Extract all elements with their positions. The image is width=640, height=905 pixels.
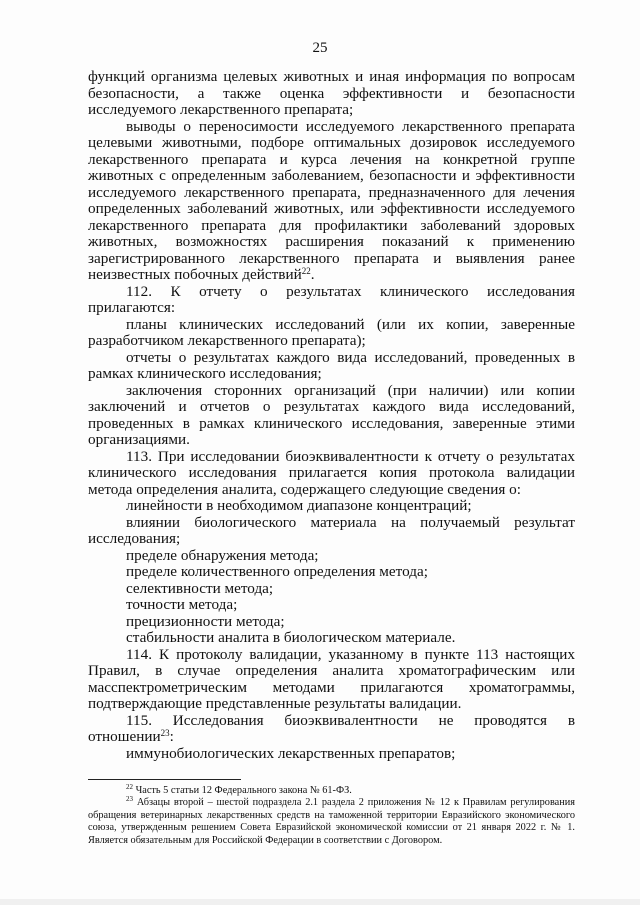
paragraph-conclusions: выводы о переносимости исследуемого лекарственного препарата целевыми животными, подборе оптимальных дозировок исследуемого лекарственного препарата и курса лечения на конкретной группе животных с определенным заболеванием, безопасности и эффективности исследуемого лекарственного препарата, предназначенного для лечения определенных заболеваний животных, или эффективности исследуемого лекарственного препарата для профилактики заболеваний здоровых животных, возможностях расширения показаний к применению зарегистрированного лекарственного препарата и выявления ранее неизвестных побочных действий$^{22}$. xyxy=(88,117,575,283)
clause-114: 114. К протоколу валидации, указанному в пункте 113 настоящих Правил, в случае определения аналита хроматографическим или масспектрометрическим методами прилагаются хроматограммы, подтверждающие представленные результаты валидации. xyxy=(88,645,575,712)
clause-112: 112. К отчету о результатах клинического исследования прилагаются: xyxy=(88,282,575,316)
footnote-22 xyxy=(88,785,575,797)
footnote-number: 22 xyxy=(126,783,133,791)
paragraph-text: 115. Исследования биоэквивалентности не проводятся в отношении xyxy=(88,711,575,745)
list-item: пределе количественного определения метода; xyxy=(126,563,428,580)
list-item: планы клинических исследований (или их копии, заверенные разработчиком лекарственного препарата); xyxy=(88,315,575,349)
footnotes xyxy=(88,785,575,847)
document-body xyxy=(88,69,575,762)
footnote-23 xyxy=(88,797,575,847)
list-item: линейности в необходимом диапазоне концентраций; xyxy=(126,497,472,514)
page-bottom-edge xyxy=(0,899,640,905)
page-number: 25 xyxy=(312,40,328,56)
list-item: заключения сторонних организаций (при наличии) или копии заключений и отчетов о результатах каждого вида исследований, проведенных в рамках клинического исследования, заверенные этими организациями. xyxy=(88,381,575,448)
list-item: отчеты о результатах каждого вида исследований, проведенных в рамках клинического исследования; xyxy=(88,348,575,382)
list-item: селективности метода; xyxy=(126,579,274,597)
list-item: прецизионности метода; xyxy=(126,612,285,630)
footnote-number: 23 xyxy=(126,795,133,804)
clause-113: 113. При исследовании биоэквивалентности к отчету о результатах клинического исследования прилагается копия протокола валидации метода определения аналита, содержащего следующие сведения о: xyxy=(88,447,575,498)
footnote-text: Абзацы второй – шестой подраздела 2.1 раздела 2 приложения № 12 к Правилам регулирования обращения ветеринарных лекарственных средств на таможенной территории Евразийского экономического союза, утвержденным решением Совета Евразийской экономической комиссии от 21 января 2022 г. № 1. Является обязательным для Российской Федерации в соответствии с Договором. xyxy=(88,797,576,846)
list-item: точности метода; xyxy=(126,596,238,613)
footnote-ref-23[interactable]: 23 xyxy=(160,728,170,738)
footnote-text: Часть 5 статьи 12 Федерального закона № 61-ФЗ. xyxy=(135,785,352,796)
list-item: пределе обнаружения метода; xyxy=(126,546,319,564)
paragraph-text: выводы о переносимости исследуемого лекарственного препарата целевыми животными, подборе оптимальных дозировок исследуемого лекарственного препарата и курса лечения на конкретной группе животных с определенным заболеванием, безопасности и эффективности исследуемого лекарственного препарата, предназначенного для лечения определенных заболеваний животных, или эффективности исследуемого лекарственного препарата для профилактики заболеваний здоровых животных, возможностях расширения показаний к применению зарегистрированного лекарственного препарата и выявления ранее неизвестных побочных действий xyxy=(88,117,575,283)
paragraph-continuation: функций организма целевых животных и иная информация по вопросам безопасности, а также оценка эффективности и безопасности исследуемого лекарственного препарата; xyxy=(88,68,575,118)
list-item: стабильности аналита в биологическом материале. xyxy=(126,629,456,646)
footnote-separator xyxy=(88,779,241,780)
list-item: иммунобиологических лекарственных препаратов; xyxy=(126,744,456,762)
list-item: влиянии биологического материала на получаемый результат исследования; xyxy=(88,513,575,547)
clause-115: 115. Исследования биоэквивалентности не проводятся в отношении$^{23}$: xyxy=(88,711,575,745)
footnote-ref-22[interactable]: 22 xyxy=(301,266,311,276)
